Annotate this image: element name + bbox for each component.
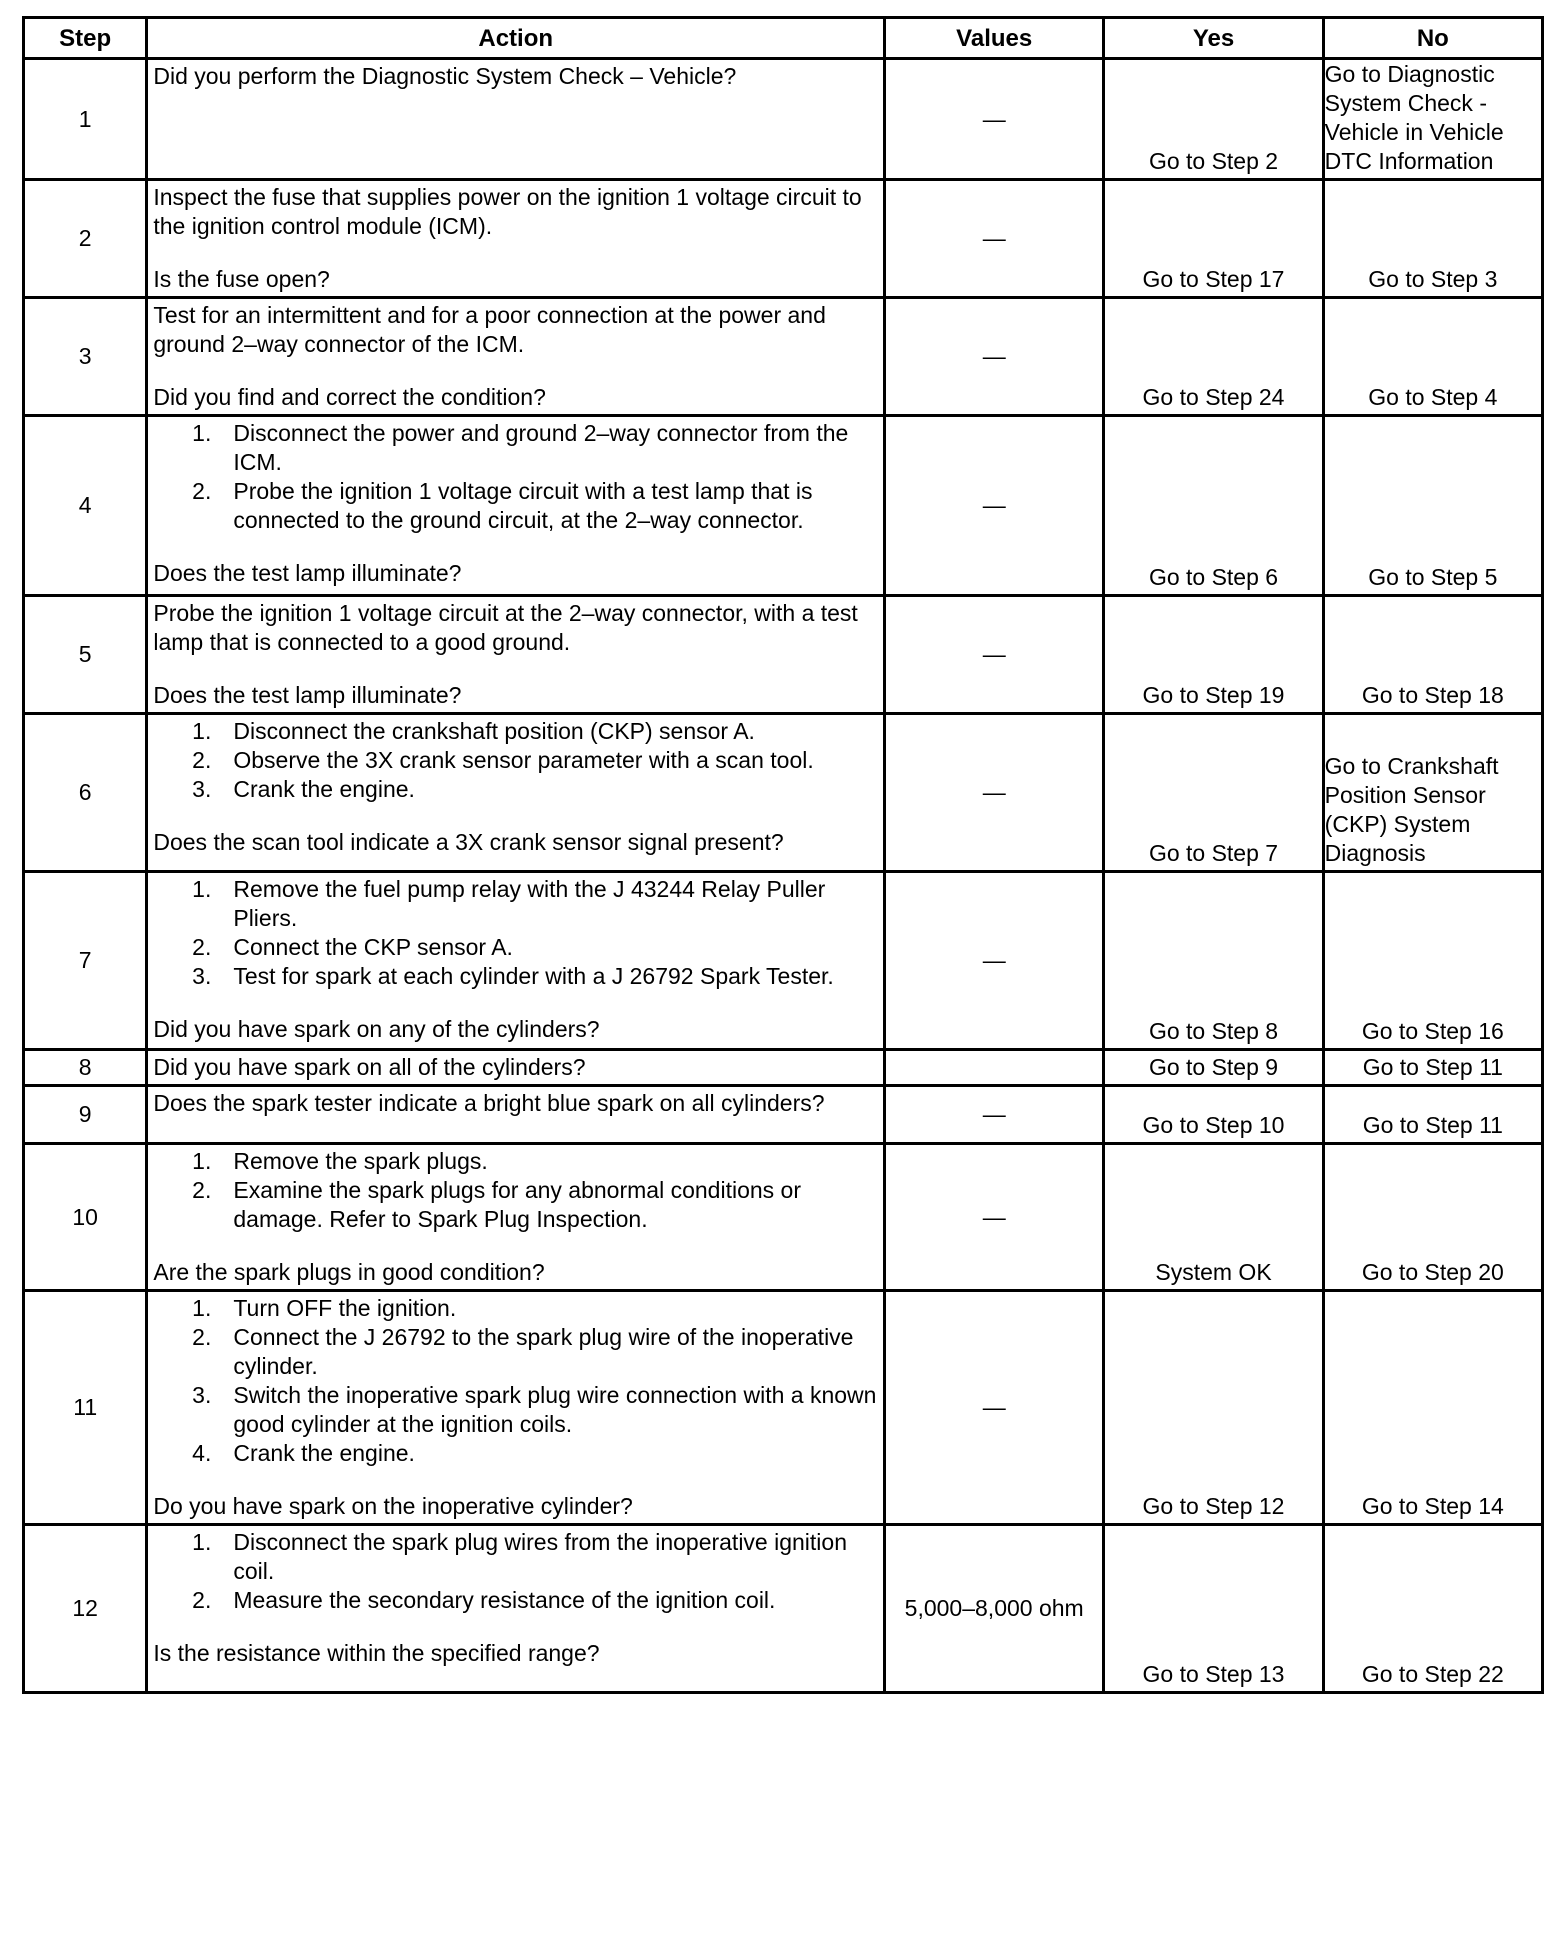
header-action: Action — [147, 18, 885, 59]
list-item: 1. Disconnect the crankshaft position (CKP) sensor A. — [192, 718, 755, 744]
values-cell: — — [885, 1144, 1104, 1291]
yes-cell: System OK — [1104, 1144, 1323, 1291]
list-item: 1. Turn OFF the ignition. — [192, 1295, 457, 1321]
yes-cell: Go to Step 17 — [1104, 180, 1323, 298]
list-item: 4. Crank the engine. — [192, 1440, 415, 1466]
table-row — [24, 1050, 1543, 1086]
step-number: 8 — [24, 1050, 147, 1086]
action-cell — [147, 714, 885, 872]
list-item: 2. Examine the spark plugs for any abnormal conditions or damage. Refer to Spark Plug Inspection. — [192, 1177, 801, 1232]
values-cell: — — [885, 714, 1104, 872]
values-cell — [885, 1050, 1104, 1086]
list-item: 3. Switch the inoperative spark plug wire connection with a known good cylinder at the ignition coils. — [192, 1382, 877, 1437]
action-text: Test for an intermittent and for a poor connection at the power and ground 2–way connector of the ICM. — [153, 302, 826, 357]
action-cell — [147, 1291, 885, 1525]
action-steps — [153, 875, 879, 991]
action-question: Did you have spark on any of the cylinders? — [153, 1016, 600, 1042]
no-cell: Go to Step 11 — [1323, 1050, 1542, 1086]
table-row — [24, 416, 1543, 596]
yes-cell: Go to Step 19 — [1104, 596, 1323, 714]
action-cell — [147, 298, 885, 416]
table-row — [24, 1291, 1543, 1525]
header-step: Step — [24, 18, 147, 59]
no-cell: Go to Step 5 — [1323, 416, 1542, 596]
no-cell: Go to Diagnostic System Check - Vehicle in Vehicle DTC Information — [1323, 59, 1542, 180]
action-text: Probe the ignition 1 voltage circuit at the 2–way connector, with a test lamp that is connected to a good ground. — [153, 600, 858, 655]
action-cell — [147, 872, 885, 1050]
list-item: 2. Probe the ignition 1 voltage circuit with a test lamp that is connected to the ground circuit, at the 2–way connector. — [192, 478, 813, 533]
action-question: Do you have spark on the inoperative cylinder? — [153, 1493, 633, 1519]
action-cell — [147, 1086, 885, 1144]
yes-cell: Go to Step 2 — [1104, 59, 1323, 180]
yes-cell: Go to Step 8 — [1104, 872, 1323, 1050]
table-row — [24, 1086, 1543, 1144]
step-number: 6 — [24, 714, 147, 872]
action-cell — [147, 59, 885, 180]
list-item: 1. Disconnect the power and ground 2–way connector from the ICM. — [192, 420, 849, 475]
diagnostic-table — [22, 16, 1544, 1694]
action-text: Did you have spark on all of the cylinders? — [153, 1054, 586, 1080]
action-cell — [147, 1525, 885, 1693]
values-cell: — — [885, 416, 1104, 596]
list-item: 2. Observe the 3X crank sensor parameter with a scan tool. — [192, 747, 814, 773]
table-row — [24, 180, 1543, 298]
action-text: Did you perform the Diagnostic System Check – Vehicle? — [153, 63, 737, 89]
no-cell: Go to Step 11 — [1323, 1086, 1542, 1144]
no-cell: Go to Step 20 — [1323, 1144, 1542, 1291]
action-cell — [147, 416, 885, 596]
values-cell: — — [885, 298, 1104, 416]
no-cell: Go to Step 4 — [1323, 298, 1542, 416]
action-question: Is the fuse open? — [153, 266, 330, 292]
list-item: 2. Connect the CKP sensor A. — [192, 934, 513, 960]
no-cell: Go to Step 16 — [1323, 872, 1542, 1050]
action-question: Does the test lamp illuminate? — [153, 682, 462, 708]
step-number: 5 — [24, 596, 147, 714]
yes-cell: Go to Step 9 — [1104, 1050, 1323, 1086]
values-cell: 5,000–8,000 ohm — [885, 1525, 1104, 1693]
step-number: 1 — [24, 59, 147, 180]
step-number: 2 — [24, 180, 147, 298]
action-steps — [153, 1147, 879, 1234]
action-steps — [153, 1294, 879, 1468]
step-number: 3 — [24, 298, 147, 416]
action-cell — [147, 1050, 885, 1086]
values-cell: — — [885, 1086, 1104, 1144]
action-text: Does the spark tester indicate a bright blue spark on all cylinders? — [153, 1090, 825, 1116]
list-item: 1. Remove the spark plugs. — [192, 1148, 488, 1174]
values-cell: — — [885, 596, 1104, 714]
step-number: 10 — [24, 1144, 147, 1291]
yes-cell: Go to Step 10 — [1104, 1086, 1323, 1144]
table-row — [24, 1144, 1543, 1291]
values-cell: — — [885, 1291, 1104, 1525]
action-question: Does the test lamp illuminate? — [153, 560, 462, 586]
yes-cell: Go to Step 7 — [1104, 714, 1323, 872]
values-cell: — — [885, 59, 1104, 180]
no-cell: Go to Step 3 — [1323, 180, 1542, 298]
action-cell — [147, 1144, 885, 1291]
table-row — [24, 714, 1543, 872]
no-cell: Go to Crankshaft Position Sensor (CKP) System Diagnosis — [1323, 714, 1542, 872]
action-cell — [147, 596, 885, 714]
list-item: 2. Measure the secondary resistance of the ignition coil. — [192, 1587, 776, 1613]
list-item: 2. Connect the J 26792 to the spark plug wire of the inoperative cylinder. — [192, 1324, 854, 1379]
action-steps — [153, 717, 879, 804]
header-yes: Yes — [1104, 18, 1323, 59]
step-number: 4 — [24, 416, 147, 596]
list-item: 1. Remove the fuel pump relay with the J 43244 Relay Puller Pliers. — [192, 876, 826, 931]
table-row — [24, 872, 1543, 1050]
table-row — [24, 596, 1543, 714]
values-cell: — — [885, 180, 1104, 298]
header-no: No — [1323, 18, 1542, 59]
no-cell: Go to Step 18 — [1323, 596, 1542, 714]
action-steps — [153, 419, 879, 535]
list-item: 3. Crank the engine. — [192, 776, 415, 802]
action-question: Are the spark plugs in good condition? — [153, 1259, 545, 1285]
yes-cell: Go to Step 24 — [1104, 298, 1323, 416]
no-cell: Go to Step 14 — [1323, 1291, 1542, 1525]
no-cell: Go to Step 22 — [1323, 1525, 1542, 1693]
action-question: Does the scan tool indicate a 3X crank sensor signal present? — [153, 829, 784, 855]
table-row — [24, 1525, 1543, 1693]
action-steps — [153, 1528, 879, 1615]
yes-cell: Go to Step 12 — [1104, 1291, 1323, 1525]
list-item: 1. Disconnect the spark plug wires from the inoperative ignition coil. — [192, 1529, 848, 1584]
yes-cell: Go to Step 13 — [1104, 1525, 1323, 1693]
step-number: 12 — [24, 1525, 147, 1693]
action-cell — [147, 180, 885, 298]
header-values: Values — [885, 18, 1104, 59]
list-item: 3. Test for spark at each cylinder with a J 26792 Spark Tester. — [192, 963, 834, 989]
action-question: Is the resistance within the specified range? — [153, 1640, 600, 1666]
step-number: 11 — [24, 1291, 147, 1525]
action-question: Did you find and correct the condition? — [153, 384, 546, 410]
step-number: 7 — [24, 872, 147, 1050]
values-cell: — — [885, 872, 1104, 1050]
table-header-row — [24, 18, 1543, 59]
table-row — [24, 59, 1543, 180]
step-number: 9 — [24, 1086, 147, 1144]
table-row — [24, 298, 1543, 416]
yes-cell: Go to Step 6 — [1104, 416, 1323, 596]
action-text: Inspect the fuse that supplies power on the ignition 1 voltage circuit to the ignition control module (ICM). — [153, 184, 862, 239]
